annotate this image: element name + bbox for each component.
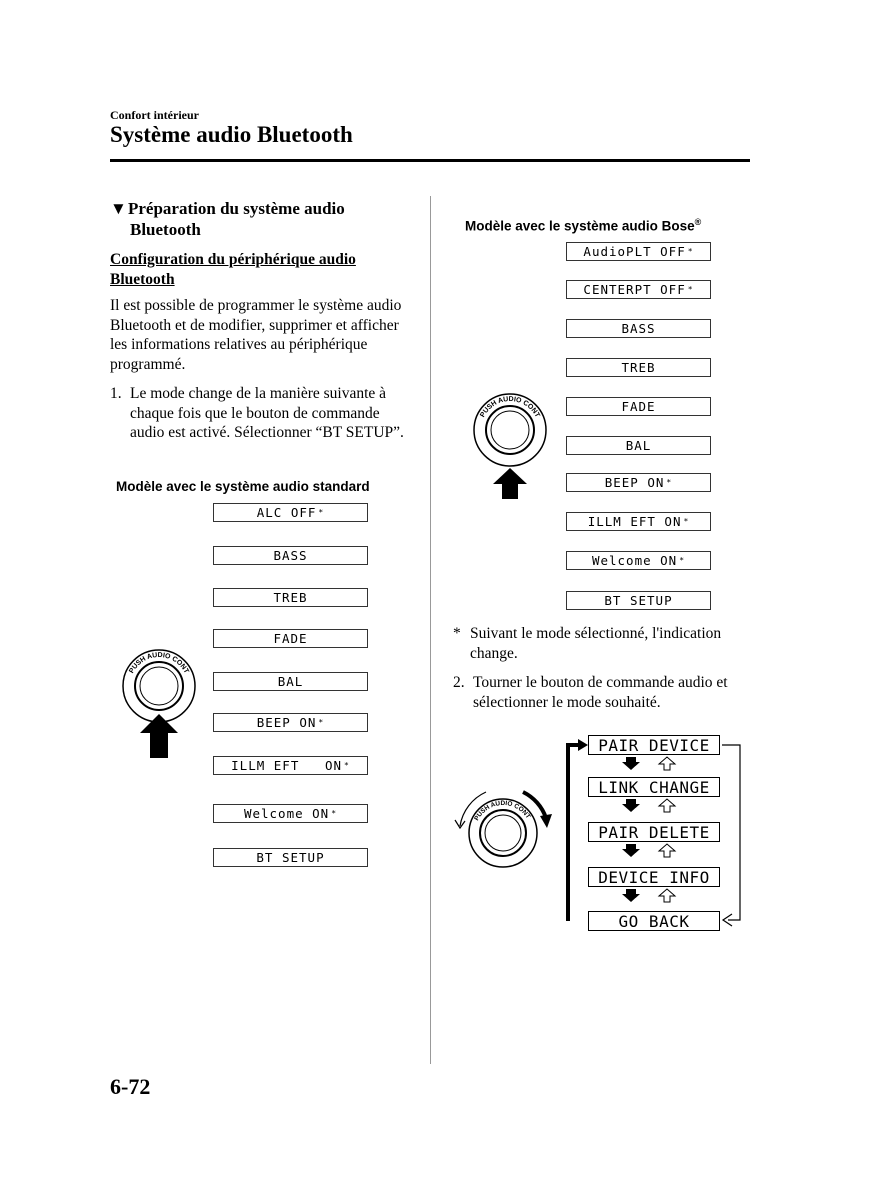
footnote xyxy=(453,624,753,663)
menu-item: PAIR DEVICE xyxy=(588,735,720,755)
bose-mode-display xyxy=(566,280,711,299)
down-arrow-icon xyxy=(622,889,640,902)
down-arrow-icon xyxy=(622,757,640,770)
standard-mode-display xyxy=(213,713,368,732)
standard-mode-display xyxy=(213,503,368,522)
mode-label: TREB xyxy=(621,360,656,375)
footnote-star: * xyxy=(683,517,690,526)
standard-mode-display xyxy=(213,588,368,607)
knob-audio-cont-label: AUDIO CONT xyxy=(489,799,532,821)
step-1-text: Le mode change de la manière suivante à chaque fois que le bouton de commande audio est activé. Sélectionner “BT SETUP”. xyxy=(130,385,404,441)
audio-control-knob-icon xyxy=(118,636,200,768)
mode-label: Welcome ON xyxy=(591,553,678,568)
knob-push-label: PUSH xyxy=(479,399,499,419)
heading-line-2: Bluetooth xyxy=(130,220,201,239)
heading-line-1: Préparation du système audio xyxy=(128,199,345,218)
up-arrow-icon xyxy=(659,844,675,857)
knob-audio-cont-label: AUDIO CONT xyxy=(497,395,541,419)
page-number: 6-72 xyxy=(110,1074,151,1099)
menu-item: PAIR DELETE xyxy=(588,822,720,842)
bose-mode-display xyxy=(566,473,711,492)
subheading: Configuration du périphérique audio Bluetooth xyxy=(110,251,356,288)
footnote-star: * xyxy=(331,809,338,818)
footnote-star: * xyxy=(687,285,694,294)
footnote-mark: * xyxy=(453,625,461,642)
triangle-down-icon: ▼ xyxy=(110,199,127,218)
footnote-star: * xyxy=(666,478,673,487)
footnote-text: Suivant le mode sélectionné, l'indication change. xyxy=(470,625,722,662)
step-1 xyxy=(110,384,415,443)
mode-label: BASS xyxy=(621,321,656,336)
menu-item: DEVICE INFO xyxy=(588,867,720,887)
standard-mode-display xyxy=(213,672,368,691)
standard-mode-display xyxy=(213,804,368,823)
footnote-star: * xyxy=(318,508,325,517)
mode-label: FADE xyxy=(621,399,656,414)
standard-mode-display xyxy=(213,629,368,648)
step-2-number: 2. xyxy=(453,674,465,691)
bose-mode-display xyxy=(566,319,711,338)
mode-label: ALC OFF xyxy=(256,505,317,520)
mode-label: BASS xyxy=(273,548,308,563)
section-label: Confort intérieur xyxy=(110,108,199,122)
up-arrow-icon xyxy=(659,757,675,770)
bose-mode-display xyxy=(566,397,711,416)
standard-mode-display xyxy=(213,848,368,867)
mode-label: ILLM EFT ON xyxy=(587,514,682,529)
step-2-text: Tourner le bouton de commande audio et sélectionner le mode souhaité. xyxy=(473,674,728,711)
standard-mode-display xyxy=(213,756,368,775)
mode-label: BAL xyxy=(625,438,652,453)
intro-paragraph: Il est possible de programmer le système audio Bluetooth et de modifier, supprimer et afficher les informations relatives au périphérique programmé. xyxy=(110,297,402,373)
mode-label: BEEP ON xyxy=(604,475,665,490)
mode-label: CENTERPT OFF xyxy=(583,282,686,297)
knob-push-label: PUSH xyxy=(473,803,492,823)
menu-item: LINK CHANGE xyxy=(588,777,720,797)
footnote-star: * xyxy=(679,556,686,565)
up-arrow-icon xyxy=(659,799,675,812)
standard-model-caption: Modèle avec le système audio standard xyxy=(116,479,370,494)
footnote-star: * xyxy=(318,718,325,727)
knob-audio-cont-label: AUDIO CONT xyxy=(146,651,190,675)
up-arrow-icon xyxy=(659,889,675,902)
bose-mode-display xyxy=(566,436,711,455)
page-title: Système audio Bluetooth xyxy=(110,122,353,147)
mode-label: TREB xyxy=(273,590,308,605)
mode-label: ILLM EFT ON xyxy=(231,758,342,773)
registered-mark: ® xyxy=(694,217,702,227)
mode-label: Welcome ON xyxy=(243,806,330,821)
mode-label: BT SETUP xyxy=(604,593,673,608)
step-1-number: 1. xyxy=(110,385,122,402)
audio-control-knob-icon xyxy=(465,380,555,500)
knob-push-label: PUSH xyxy=(128,655,148,675)
menu-item: GO BACK xyxy=(588,911,720,931)
footnote-star: * xyxy=(687,247,694,256)
section-heading xyxy=(110,198,420,240)
step-2 xyxy=(453,673,753,712)
mode-label: BAL xyxy=(277,674,304,689)
rotate-knob-icon xyxy=(448,778,558,888)
down-arrow-icon xyxy=(622,844,640,857)
bose-mode-display xyxy=(566,551,711,570)
mode-label: BT SETUP xyxy=(256,850,325,865)
footnote-star: * xyxy=(344,761,350,770)
bose-model-caption: Modèle avec le système audio Bose® xyxy=(465,217,702,234)
down-arrow-icon xyxy=(622,799,640,812)
column-divider xyxy=(430,196,431,1064)
bose-mode-display xyxy=(566,591,711,610)
bose-mode-display xyxy=(566,512,711,531)
bose-mode-display xyxy=(566,358,711,377)
title-rule xyxy=(110,159,750,162)
mode-label: AudioPLT OFF xyxy=(583,244,686,259)
standard-mode-display xyxy=(213,546,368,565)
mode-label: FADE xyxy=(273,631,308,646)
bose-mode-display xyxy=(566,242,711,261)
mode-label: BEEP ON xyxy=(256,715,317,730)
